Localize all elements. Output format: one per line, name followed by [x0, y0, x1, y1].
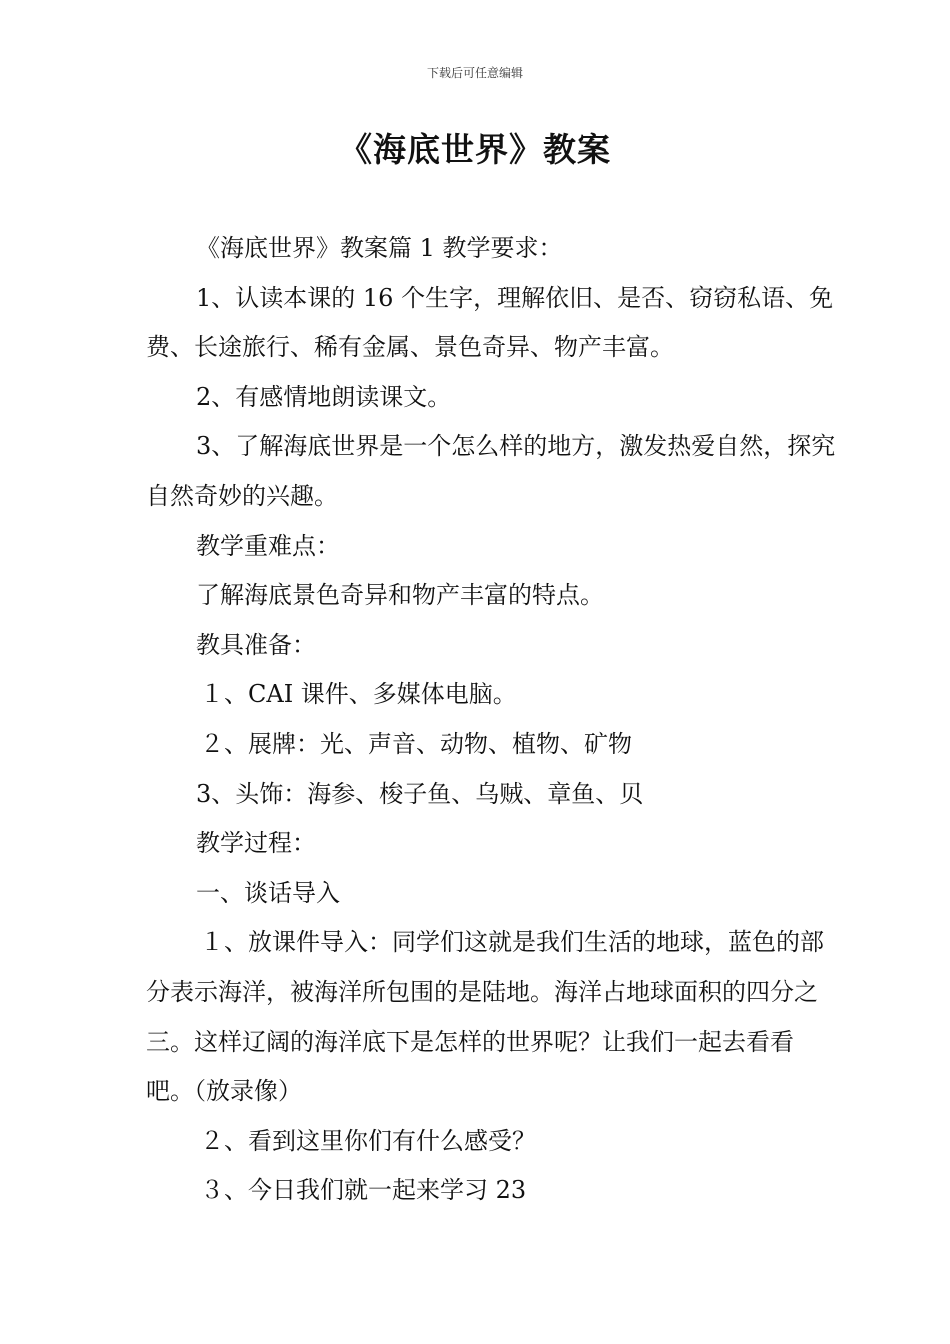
paragraph-material-1: １、CAI 课件、多媒体电脑。	[200, 680, 517, 709]
paragraph-material-2: ２、展牌：光、声音、动物、植物、矿物	[200, 729, 632, 758]
paragraph-process-heading: 教学过程：	[196, 829, 316, 858]
document-title: 《海底世界》教案	[339, 130, 611, 169]
paragraph-materials-heading: 教具准备：	[196, 630, 316, 659]
paragraph-requirement-2: 2、有感情地朗读课文。	[196, 382, 452, 411]
paragraph-step-2: ２、看到这里你们有什么感受？	[200, 1126, 536, 1155]
paragraph-step-1: １、放课件导入：同学们这就是我们生活的地球，蓝色的部分表示海洋，被海洋所包围的是陆地。海洋占地球面积的四分之三。这样辽阔的海洋底下是怎样的世界呢？让我们一起去看看吧。（放录像）	[146, 928, 824, 1106]
paragraph-step-3: ３、今日我们就一起来学习 23	[200, 1176, 527, 1205]
paragraph-requirement-1: 1、认读本课的 16 个生字，理解依旧、是否、窃窃私语、免费、长途旅行、稀有金属、景色奇异、物产丰富。	[146, 283, 834, 362]
paragraph-key-points-heading: 教学重难点：	[196, 531, 340, 560]
paragraph-material-3: 3、头饰：海参、梭子鱼、乌贼、章鱼、贝	[196, 779, 644, 808]
document-body	[146, 224, 836, 1216]
paragraph-intro: 《海底世界》教案篇 1 教学要求：	[196, 234, 563, 262]
page-header-note: 下载后可任意编辑	[426, 66, 523, 80]
paragraph-requirement-3: 3、了解海底世界是一个怎么样的地方，激发热爱自然，探究自然奇妙的兴趣。	[146, 432, 836, 510]
paragraph-key-points: 了解海底景色奇异和物产丰富的特点。	[196, 581, 604, 610]
paragraph-section-1-heading: 一、谈话导入	[196, 878, 340, 907]
